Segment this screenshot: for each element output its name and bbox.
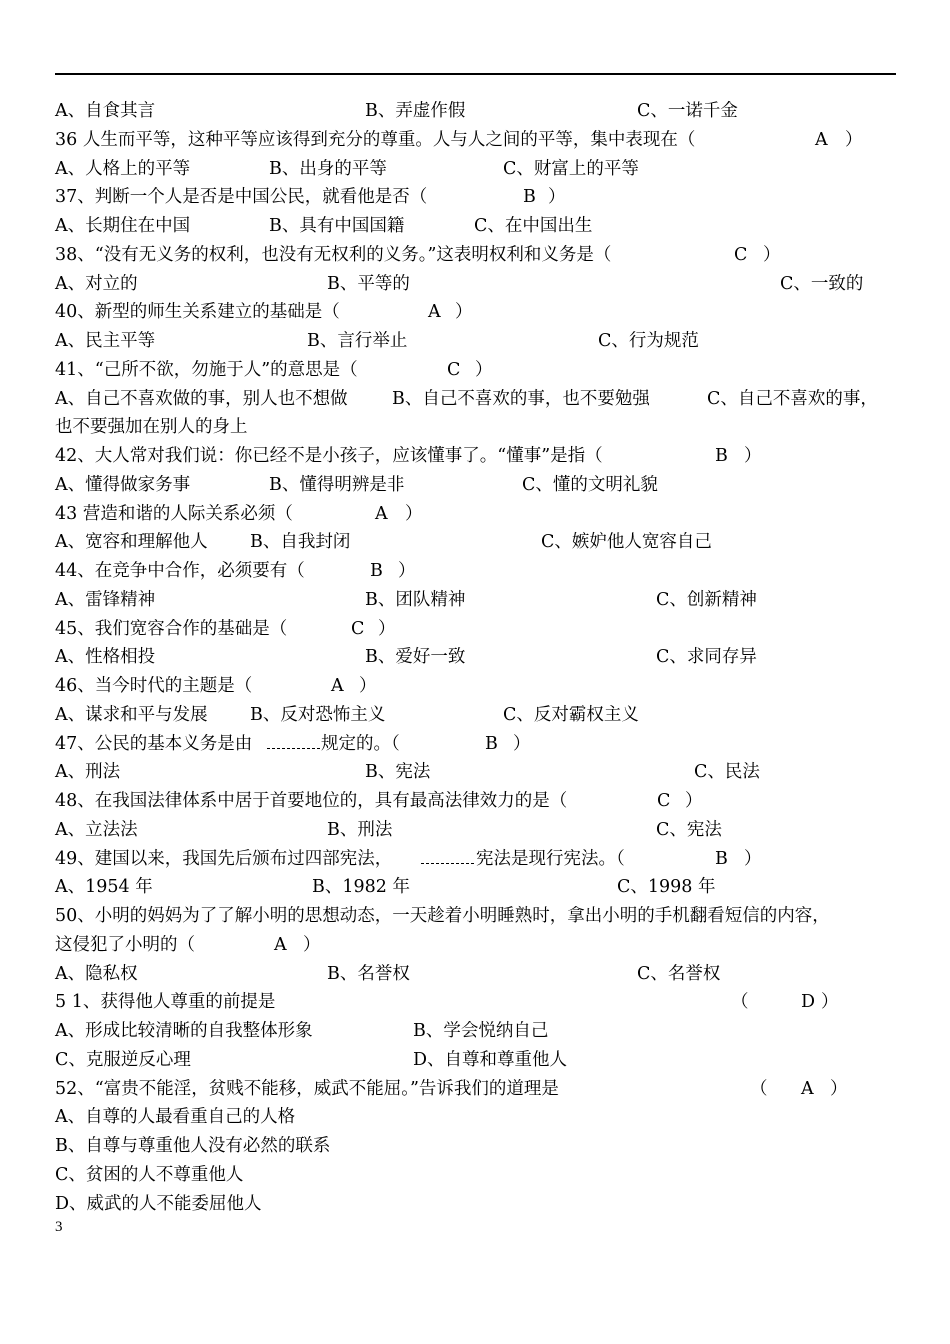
text-segment: 38、“没有无义务的权利，也没有无权利的义务。”这表明权利和义务是（ bbox=[55, 244, 612, 265]
text-segment: C、贫困的人不尊重他人 bbox=[55, 1164, 244, 1185]
text-segment: C、1998 年 bbox=[617, 877, 716, 898]
text-segment: 5 1、获得他人尊重的前提是 bbox=[55, 992, 276, 1013]
text-segment: A、谋求和平与发展 bbox=[55, 704, 208, 725]
text-segment: B、弄虚作假 bbox=[365, 101, 466, 121]
text-segment: （ bbox=[731, 992, 749, 1013]
answer-letter: B bbox=[523, 187, 536, 208]
answer-letter: C bbox=[447, 359, 461, 380]
text-segment: C、懂的文明礼貌 bbox=[522, 474, 658, 495]
text-segment: 42、大人常对我们说：你已经不是小孩子，应该懂事了。“懂事”是指（ bbox=[55, 446, 603, 466]
text-segment: A、性格相投 bbox=[55, 647, 156, 668]
text-segment: A、刑法 bbox=[55, 762, 121, 783]
text-segment: B、爱好一致 bbox=[365, 647, 466, 668]
answer-letter: C bbox=[351, 618, 365, 639]
answer-letter: A bbox=[375, 503, 388, 524]
answer-letter: A bbox=[428, 302, 441, 323]
text-segment: B、名誉权 bbox=[327, 963, 410, 984]
answer-letter: B bbox=[715, 446, 728, 466]
text-segment: 46、当今时代的主题是（ bbox=[55, 676, 253, 696]
text-segment: C、反对霸权主义 bbox=[503, 704, 639, 725]
text-segment: C、一致的 bbox=[780, 273, 864, 294]
text-segment: A、自尊的人最看重自己的人格 bbox=[55, 1107, 296, 1128]
text-segment: 宪法是现行宪法。（ bbox=[476, 848, 625, 869]
text-segment: 36 人生而平等，这种平等应该得到充分的尊重。人与人之间的平等，集中表现在（ bbox=[55, 129, 696, 150]
text-segment: 37、判断一个人是否是中国公民，就看他是否（ bbox=[55, 187, 428, 208]
text-segment: ） bbox=[378, 618, 396, 639]
text-segment: ） bbox=[685, 791, 703, 811]
text-segment: B、学会悦纳自己 bbox=[413, 1021, 549, 1041]
answer-letter: A bbox=[274, 934, 287, 955]
text-segment: B、自尊与尊重他人没有必然的联系 bbox=[55, 1136, 331, 1156]
fill-blank bbox=[421, 845, 474, 874]
text-segment: ） bbox=[475, 359, 493, 380]
text-segment: 48、在我国法律体系中居于首要地位的，具有最高法律效力的是（ bbox=[55, 791, 568, 811]
text-segment: B、1982 年 bbox=[312, 877, 410, 898]
header-rule bbox=[55, 73, 896, 75]
text-segment: A、懂得做家务事 bbox=[55, 474, 191, 495]
text-segment: B、平等的 bbox=[327, 273, 410, 294]
text-segment: A、隐私权 bbox=[55, 963, 138, 984]
text-segment: 47、公民的基本义务是由 bbox=[55, 733, 253, 754]
text-segment: A、宽容和理解他人 bbox=[55, 532, 208, 553]
text-segment: B、言行举止 bbox=[307, 331, 408, 351]
text-segment: 41、“己所不欲，勿施于人”的意思是（ bbox=[55, 359, 358, 380]
answer-letter: A bbox=[801, 1078, 814, 1099]
text-segment: ） bbox=[744, 446, 762, 466]
text-segment: ） bbox=[830, 1078, 848, 1099]
text-segment: 这侵犯了小明的（ bbox=[55, 934, 195, 955]
text-segment: C、名誉权 bbox=[637, 963, 721, 984]
text-segment: D、威武的人不能委屈他人 bbox=[55, 1193, 262, 1214]
text-segment: B、宪法 bbox=[365, 762, 431, 783]
answer-letter: A bbox=[331, 676, 344, 696]
text-segment: C、行为规范 bbox=[598, 331, 699, 351]
text-segment: C、在中国出生 bbox=[474, 216, 593, 236]
page-number: 3 bbox=[55, 1219, 63, 1235]
text-segment: 40、新型的师生关系建立的基础是（ bbox=[55, 302, 340, 323]
text-segment: C、嫉妒他人宽容自己 bbox=[541, 532, 712, 553]
text-segment: 也不要强加在别人的身上 bbox=[55, 417, 248, 438]
text-segment: ） bbox=[303, 934, 321, 955]
fill-blank bbox=[267, 730, 320, 759]
text-segment: A、自食其言 bbox=[55, 101, 156, 121]
text-segment: C、民法 bbox=[694, 762, 760, 783]
answer-letter: C bbox=[657, 791, 671, 811]
text-segment: 49、建国以来，我国先后颁布过四部宪法， bbox=[55, 848, 393, 869]
text-segment: C、创新精神 bbox=[656, 589, 757, 610]
text-segment: B、自我封闭 bbox=[250, 532, 351, 553]
text-segment: B、刑法 bbox=[327, 819, 393, 840]
text-segment: 45、我们宽容合作的基础是（ bbox=[55, 618, 288, 639]
text-segment: B、出身的平等 bbox=[269, 158, 387, 179]
text-segment: A、自己不喜欢做的事，别人也不想做 bbox=[55, 388, 348, 409]
text-segment: A、雷锋精神 bbox=[55, 589, 156, 610]
text-segment: ） bbox=[405, 503, 423, 524]
text-segment: 43 营造和谐的人际关系必须（ bbox=[55, 503, 293, 524]
text-segment: （ bbox=[750, 1078, 768, 1099]
text-segment: D、自尊和尊重他人 bbox=[413, 1049, 568, 1070]
text-segment: B、具有中国国籍 bbox=[269, 216, 405, 236]
text-segment: A、形成比较清晰的自我整体形象 bbox=[55, 1021, 313, 1041]
text-segment: ） bbox=[821, 992, 839, 1013]
text-segment: ） bbox=[548, 187, 566, 208]
text-segment: B、懂得明辨是非 bbox=[269, 474, 405, 495]
text-segment: ） bbox=[744, 848, 762, 869]
text-segment: 52、“富贵不能淫，贫贱不能移，威武不能屈。”告诉我们的道理是 bbox=[55, 1078, 559, 1099]
text-segment: C、宪法 bbox=[656, 819, 722, 840]
answer-letter: C bbox=[734, 244, 748, 265]
text-segment: B、团队精神 bbox=[365, 589, 466, 610]
text-segment: A、对立的 bbox=[55, 273, 138, 294]
text-segment: A、人格上的平等 bbox=[55, 158, 191, 179]
text-segment: 50、小明的妈妈为了了解小明的思想动态，一天趁着小明睡熟时，拿出小明的手机翻看短信的内容， bbox=[55, 906, 830, 926]
answer-letter: B bbox=[370, 561, 383, 581]
answer-letter: A bbox=[815, 129, 828, 150]
text-segment: 44、在竞争中合作，必须要有（ bbox=[55, 561, 305, 581]
text-segment: A、立法法 bbox=[55, 819, 138, 840]
text-segment: C、求同存异 bbox=[656, 647, 757, 668]
text-segment: 规定的。（ bbox=[321, 733, 400, 754]
text-segment: B、反对恐怖主义 bbox=[250, 704, 386, 725]
text-segment: A、长期住在中国 bbox=[55, 216, 191, 236]
text-segment: ） bbox=[513, 733, 531, 754]
answer-letter: B bbox=[715, 848, 728, 869]
text-segment: C、自己不喜欢的事， bbox=[707, 388, 878, 409]
text-segment: C、财富上的平等 bbox=[503, 158, 639, 179]
text-segment: A、1954 年 bbox=[55, 877, 153, 898]
answer-letter: D bbox=[801, 992, 816, 1013]
text-segment: ） bbox=[359, 676, 377, 696]
answer-letter: B bbox=[485, 733, 498, 754]
text-segment: ） bbox=[845, 129, 863, 150]
text-segment: ） bbox=[455, 302, 473, 323]
text-segment: ） bbox=[763, 244, 781, 265]
text-segment: A、民主平等 bbox=[55, 331, 156, 351]
text-segment: ） bbox=[398, 561, 416, 581]
text-segment: C、克服逆反心理 bbox=[55, 1049, 191, 1070]
text-segment: B、自己不喜欢的事，也不要勉强 bbox=[392, 388, 650, 409]
text-segment: C、一诺千金 bbox=[637, 101, 738, 121]
